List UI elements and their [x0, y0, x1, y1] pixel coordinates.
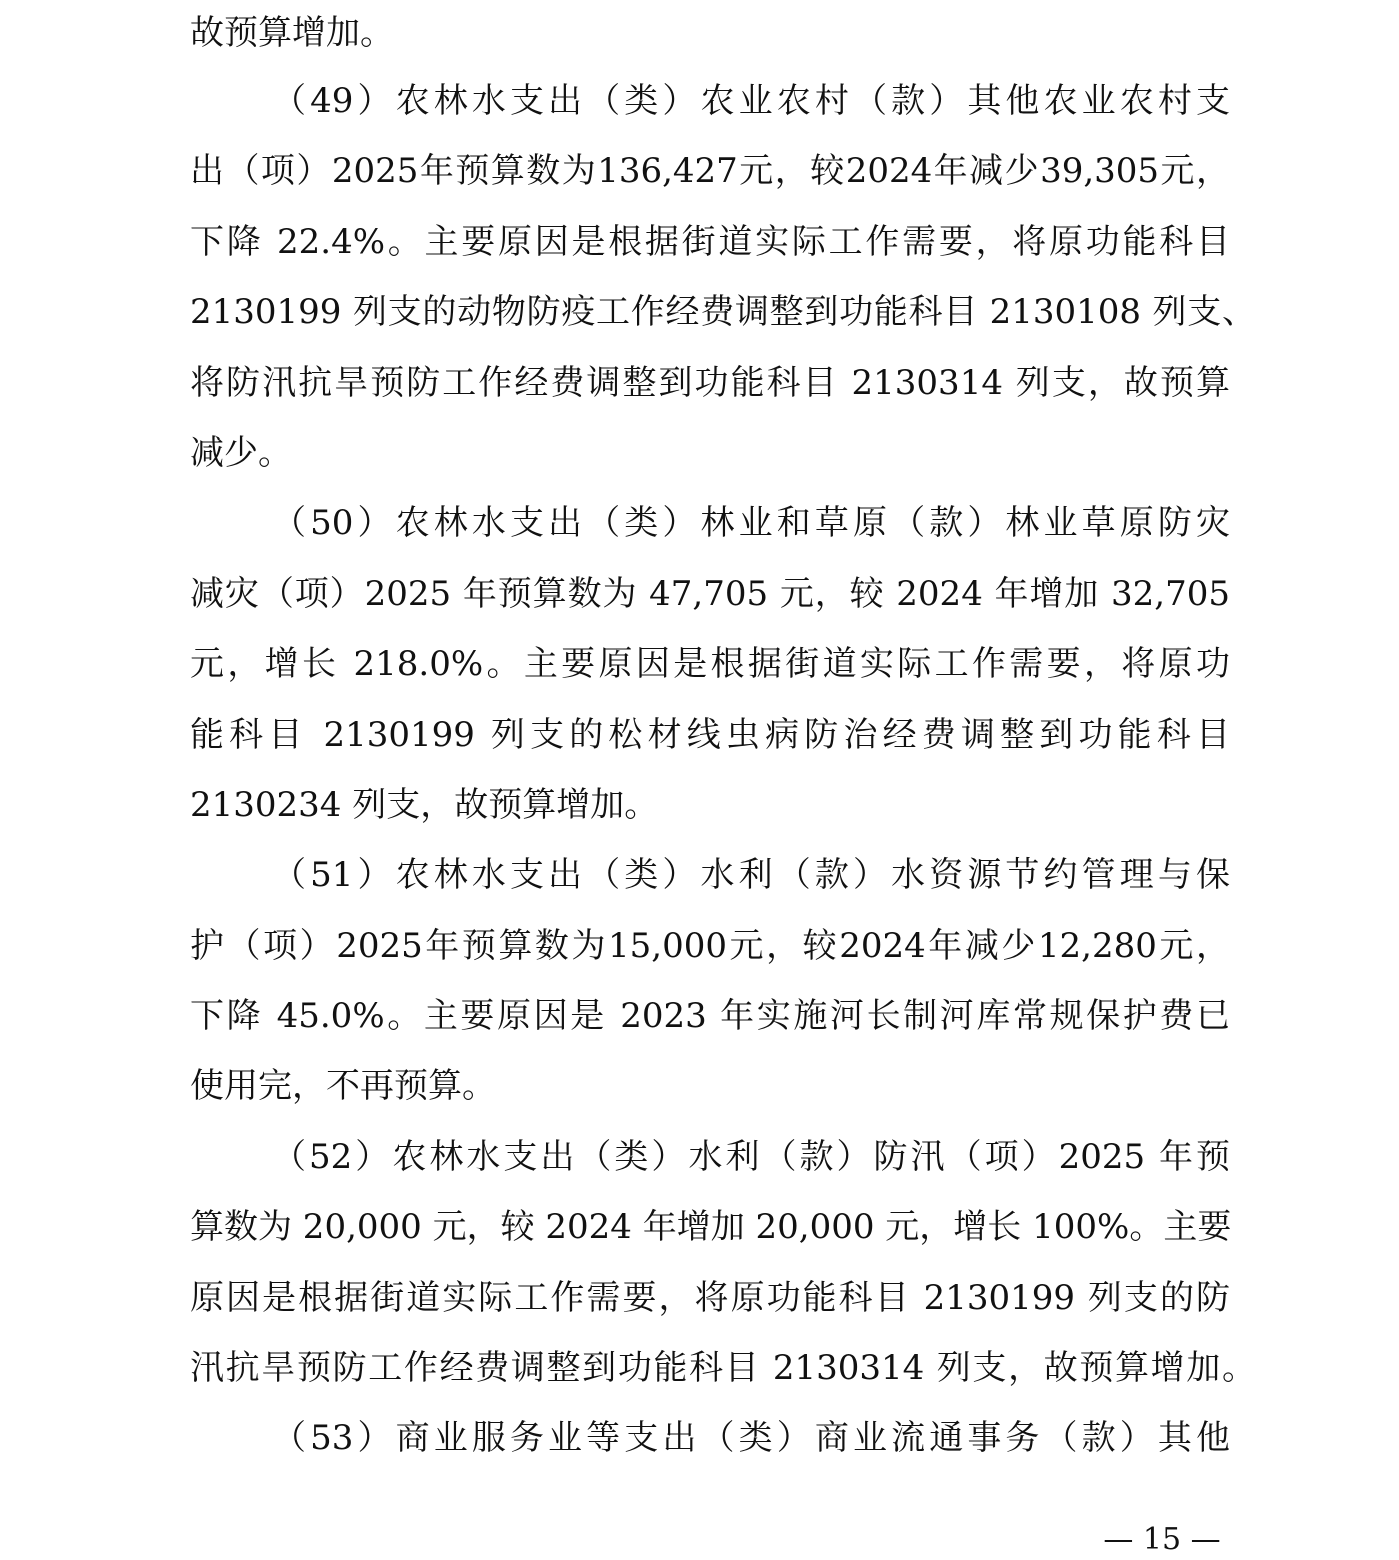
paragraph-49-line-4: 2130199 列支的动物防疫工作经费调整到功能科目 2130108 列支、 — [190, 292, 1256, 333]
paragraph-50-line-1: （50）农林水支出（类）林业和草原（款）林业草原防灾 — [272, 503, 1230, 544]
paragraph-52-line-3: 原因是根据街道实际工作需要，将原功能科目 2130199 列支的防 — [190, 1277, 1230, 1318]
paragraph-51-line-1: （51）农林水支出（类）水利（款）水资源节约管理与保 — [272, 855, 1230, 896]
paragraph-49-line-5: 将防汛抗旱预防工作经费调整到功能科目 2130314 列支，故预算 — [190, 362, 1230, 403]
paragraph-52-line-4: 汛抗旱预防工作经费调整到功能科目 2130314 列支，故预算增加。 — [190, 1348, 1256, 1389]
paragraph-51-line-4: 使用完，不再预算。 — [190, 1066, 496, 1107]
paragraph-50-line-3: 元，增长 218.0%。主要原因是根据街道实际工作需要，将原功 — [190, 644, 1230, 685]
paragraph-52-line-1: （52）农林水支出（类）水利（款）防汛（项）2025 年预 — [272, 1136, 1230, 1177]
paragraph-48-tail-line-1: 故预算增加。 — [190, 13, 394, 53]
paragraph-50-line-2: 减灾（项）2025 年预算数为 47,705 元，较 2024 年增加 32,705 — [190, 573, 1230, 614]
paragraph-49-line-3: 下降 22.4%。主要原因是根据街道实际工作需要，将原功能科目 — [190, 221, 1230, 262]
paragraph-49-line-6: 减少。 — [190, 432, 292, 473]
paragraph-49-line-1: （49）农林水支出（类）农业农村（款）其他农业农村支 — [272, 81, 1230, 121]
document-body — [190, 0, 1256, 1474]
paragraph-52-line-2: 算数为 20,000 元，较 2024 年增加 20,000 元，增长 100%。主要 — [190, 1207, 1232, 1248]
paragraph-50-line-5: 2130234 列支，故预算增加。 — [190, 784, 659, 825]
paragraph-51-line-3: 下降 45.0%。主要原因是 2023 年实施河长制河库常规保护费已 — [190, 996, 1230, 1037]
paragraph-49-line-2: 出（项）2025年预算数为136,427元，较2024年减少39,305元， — [190, 151, 1230, 192]
paragraph-51-line-2: 护（项）2025年预算数为15,000元，较2024年减少12,280元， — [190, 925, 1230, 966]
paragraph-53-line-1: （53）商业服务业等支出（类）商业流通事务（款）其他 — [272, 1418, 1230, 1459]
paragraph-50-line-4: 能科目 2130199 列支的松材线虫病防治经费调整到功能科目 — [190, 714, 1230, 755]
page-number: — 15 — — [1103, 1522, 1221, 1557]
